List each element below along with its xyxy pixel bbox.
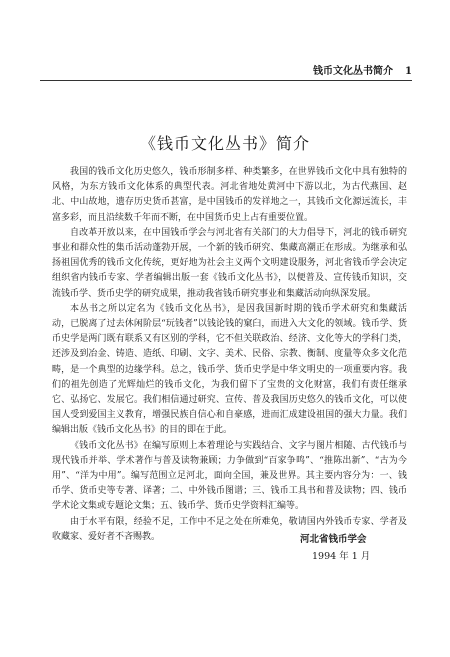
paragraph-5: 由于水平有限，经验不足，工作中不足之处在所难免，敬请国内外钱币专家、学者及收藏家、爱好者不吝赐教。: [52, 516, 407, 542]
paragraph-3: 本丛书之所以定名为《钱币文化丛书》，是因我国新时期的钱币学术研究和集藏活动，已脱离了过去休闲阶层“玩钱者”以钱论钱的窠臼，而进入大文化的领域。钱币学、货币史学是两门既有联系又有区别的学科，它不但关联政治、经济、文化等大的学科门类，还涉及到冶金、铸造、造纸、印刷、文字、美术、民俗、宗教、衡制、度量等众多文化范畴，是一个典型的边缘学科。总之，钱币学、货币史学是中华文明史的一项重要内容。我们的祖先创造了光辉灿烂的钱币文化，为我们留下了宝贵的文化财富，我们有责任继承它、弘扬它、发展它。我们相信通过研究、宣传、普及我国历史悠久的钱币文化，可以使国人受到爱国主义教育，增强民族自信心和自豪感，进而汇成建设祖国的强大力量。我们编辑出版《钱币文化丛书》的目的即在于此。: [52, 303, 407, 436]
signature-block: [300, 531, 370, 565]
signature-organization: 河北省钱币学会: [300, 534, 367, 545]
running-title: 钱币文化丛书简介: [313, 66, 394, 77]
signature-date: 1994 年 1 月: [312, 551, 371, 562]
paragraph-4: 《钱币文化丛书》在编写原则上本着理论与实践结合、文字与图片相随、古代钱币与现代钱币并举、学术著作与普及读物兼顾；力争做到“百家争鸣”、“推陈出新”、“古为今用”、“洋为中用”。编写范围立足河北，面向全国，兼及世界。其主要内容分为：一、钱币学、货币史等专著、译著；二、中外钱币图谱；三、钱币工具书和普及读物；四、钱币学术论文集或专题论文集；五、钱币学、货币史学资料汇编等。: [52, 440, 407, 512]
page-title: 《钱币文化丛书》简介: [139, 134, 310, 153]
paragraph-2: 自改革开放以来，在中国钱币学会与河北省有关部门的大力倡导下，河北的钱币研究事业和群众性的集币活动蓬勃开展，一个新的钱币研究、集藏高潮正在形成。为继承和弘扬祖国优秀的钱币文化传统，更好地为社会主义两个文明建设服务，河北省钱币学会决定组织省内钱币专家、学者编辑出版一套《钱币文化丛书》，以便普及、宣传钱币知识，交流钱币学、货币史学的研究成果，推动我省钱币研究事业和集藏活动向纵深发展。: [52, 227, 407, 299]
page-number: 1: [405, 66, 412, 77]
body-text: [52, 165, 407, 545]
running-header: [40, 62, 412, 81]
paragraph-1: 我国的钱币文化历史悠久，钱币形制多样、种类繁多，在世界钱币文化中具有独特的风格，为东方钱币文化体系的典型代表。河北省地处黄河中下游以北，为古代燕国、赵北、中山故地，遗存历史货币甚富，是中国钱币的发祥地之一，其钱币文化源远流长，丰富多彩，而且沿续数千年而不断，在中国货币史上占有重要位置。: [52, 167, 407, 223]
